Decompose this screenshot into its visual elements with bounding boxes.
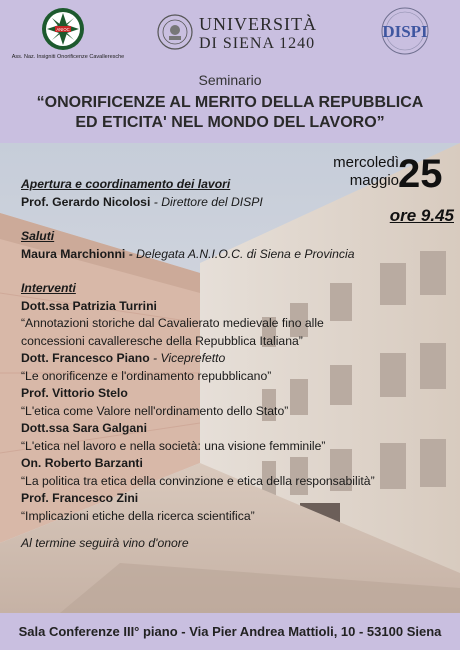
talk-item <box>21 490 451 525</box>
talk-speaker: Dott.ssa Patrizia Turrini <box>21 298 157 313</box>
talk-speaker: Dott.ssa Sara Galgani <box>21 421 147 435</box>
closing-note: Al termine seguirà vino d'onore <box>21 536 189 550</box>
dispi-logo-text: DISPI <box>382 22 428 41</box>
talk-speaker: Prof. Francesco Zini <box>21 491 139 505</box>
opening-line <box>21 194 451 212</box>
talks-title: Interventi <box>21 281 76 295</box>
title-line2: ED ETICITA' NEL MONDO DEL LAVORO” <box>75 114 385 131</box>
greetings-line <box>21 246 451 264</box>
association-name: Ass. Naz. Insigniti Onorificenze Cavalleresche <box>11 54 125 60</box>
university-seal-icon <box>157 14 193 50</box>
university-line1: UNIVERSITÀ <box>199 14 317 34</box>
talk-topic: “Annotazioni storiche dal Cavalierato medievale fino alle <box>21 316 324 330</box>
talk-item <box>21 385 451 420</box>
seminar-title <box>0 93 460 133</box>
greetings-title: Saluti <box>21 229 55 243</box>
opening-role: - Direttore del DISPI <box>150 194 263 209</box>
greetings-role: - Delegata A.N.I.O.C. di Siena e Provincia <box>125 246 355 261</box>
talk-item <box>21 455 451 490</box>
greetings-speaker: Maura Marchionni <box>21 246 126 261</box>
talk-speaker: Prof. Vittorio Stelo <box>21 386 128 400</box>
program <box>21 176 451 553</box>
talk-speaker: On. Roberto Barzanti <box>21 456 143 470</box>
anioc-badge-text: ANIOC <box>56 27 70 32</box>
talk-item <box>21 298 451 351</box>
talk-topic: “La politica tra etica della convinzione e etica della responsabilità” <box>21 473 375 488</box>
talk-topic-cont: concessioni cavalleresche della Repubblica Italiana” <box>21 333 303 348</box>
talk-topic: “L'etica come Valore nell'ordinamento dello Stato” <box>21 403 289 418</box>
weekday: mercoledì <box>333 154 399 171</box>
talk-role: - Viceprefetto <box>149 351 226 365</box>
opening-title: Apertura e coordinamento dei lavori <box>21 177 231 191</box>
title-line1: “ONORIFICENZE AL MERITO DELLA REPUBBLICA <box>36 94 424 111</box>
talk-topic: “Le onorificenze e l'ordinamento repubblicano” <box>21 368 272 383</box>
header-band <box>0 0 460 143</box>
university-line2: DI SIENA 1240 <box>199 35 316 52</box>
opening-speaker: Prof. Gerardo Nicolosi <box>21 194 151 209</box>
talk-item <box>21 350 451 385</box>
talk-topic: “L'etica nel lavoro e nella società: una visione femminile” <box>21 438 326 453</box>
footer-band <box>0 613 460 650</box>
month: maggio <box>349 172 399 189</box>
talk-speaker: Dott. Francesco Piano <box>21 351 150 365</box>
university-name <box>199 14 317 54</box>
talk-item <box>21 420 451 455</box>
start-time: ore 9.45 <box>389 206 454 225</box>
event-type: Seminario <box>198 72 262 88</box>
talk-topic: “Implicazioni etiche della ricerca scientifica” <box>21 508 255 523</box>
venue-address: Sala Conferenze III° piano - Via Pier Andrea Mattioli, 10 - 53100 Siena <box>18 624 442 639</box>
anioc-cross-logo <box>41 7 85 51</box>
day-number: 25 <box>398 152 443 196</box>
